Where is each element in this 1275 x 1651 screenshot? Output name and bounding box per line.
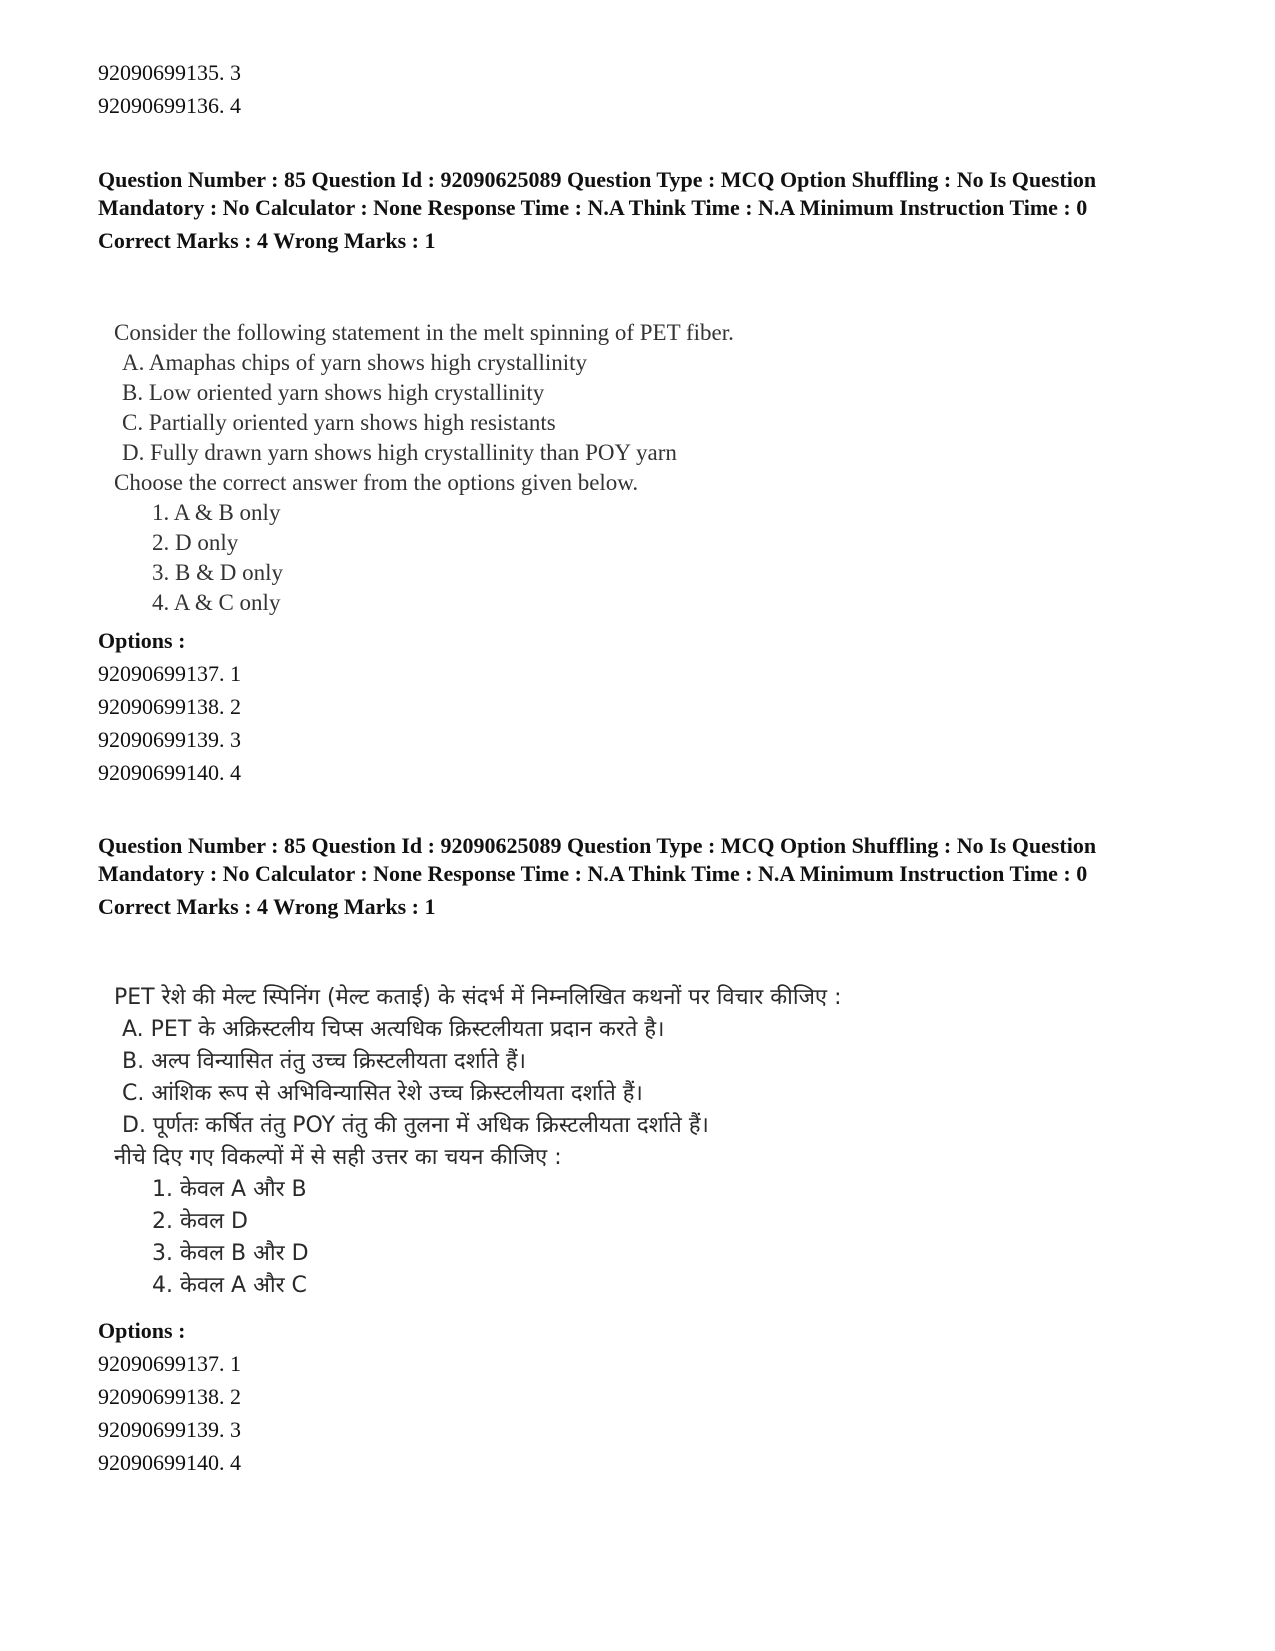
statement-b: B. अल्प विन्यासित तंतु उच्च क्रिस्टलीयता दर्शाते हैं। <box>122 1049 526 1074</box>
statement-b: B. Low oriented yarn shows high crystallinity <box>122 380 545 405</box>
choice-4: 4. केवल A और C <box>152 1273 307 1298</box>
statement-a: A. Amaphas chips of yarn shows high crystallinity <box>122 350 588 375</box>
statement-c: C. आंशिक रूप से अभिविन्यासित रेशे उच्च क्रिस्टलीयता दर्शाते हैं। <box>122 1081 643 1106</box>
option-line: 92090699140. 4 <box>98 1450 241 1475</box>
options-list <box>98 624 241 789</box>
option-line: 92090699139. 3 <box>98 1417 241 1442</box>
options-label: Options : <box>98 1318 186 1343</box>
option-line: 92090699140. 4 <box>98 760 241 785</box>
question-content <box>114 318 734 618</box>
option-line: 92090699137. 1 <box>98 661 241 686</box>
options-label: Options : <box>98 628 186 653</box>
choice-1: 1. केवल A और B <box>152 1177 307 1202</box>
choice-2: 2. केवल D <box>152 1209 248 1234</box>
marks-line: Correct Marks : 4 Wrong Marks : 1 <box>98 894 436 919</box>
statement-a: A. PET के अक्रिस्टलीय चिप्स अत्यधिक क्रिस्टलीयता प्रदान करते है। <box>122 1017 665 1042</box>
options-list <box>98 1314 241 1479</box>
question-stem: Consider the following statement in the melt spinning of PET fiber. <box>114 320 734 345</box>
question-stem: PET रेशे की मेल्ट स्पिनिंग (मेल्ट कताई) के संदर्भ में निम्नलिखित कथनों पर विचार कीजिए : <box>114 985 842 1010</box>
question-header <box>98 832 1148 923</box>
choice-1: 1. A & B only <box>152 500 281 525</box>
question-prompt: नीचे दिए गए विकल्पों में से सही उत्तर का चयन कीजिए : <box>114 1145 562 1170</box>
option-line: 92090699136. 4 <box>98 93 241 118</box>
question-content <box>114 982 841 1302</box>
option-line: 92090699138. 2 <box>98 694 241 719</box>
statement-d: D. पूर्णतः कर्षित तंतु POY तंतु की तुलना में अधिक क्रिस्टलीयता दर्शाते हैं। <box>122 1113 709 1138</box>
previous-options <box>98 56 241 122</box>
choice-2: 2. D only <box>152 530 239 555</box>
choice-3: 3. केवल B और D <box>152 1241 309 1266</box>
option-line: 92090699135. 3 <box>98 60 241 85</box>
question-meta: Question Number : 85 Question Id : 92090625089 Question Type : MCQ Option Shuffling : No Is Question Mandatory : No Calculator : None Response Time : N.A Think Time : N.A Minimum Instruction Time : 0 <box>98 833 1097 886</box>
statement-c: C. Partially oriented yarn shows high resistants <box>122 410 556 435</box>
option-line: 92090699137. 1 <box>98 1351 241 1376</box>
question-header <box>98 166 1148 257</box>
choice-3: 3. B & D only <box>152 560 283 585</box>
choice-4: 4. A & C only <box>152 590 281 615</box>
question-meta: Question Number : 85 Question Id : 92090625089 Question Type : MCQ Option Shuffling : No Is Question Mandatory : No Calculator : None Response Time : N.A Think Time : N.A Minimum Instruction Time : 0 <box>98 167 1097 220</box>
question-prompt: Choose the correct answer from the options given below. <box>114 470 639 495</box>
option-line: 92090699139. 3 <box>98 727 241 752</box>
option-line: 92090699138. 2 <box>98 1384 241 1409</box>
statement-d: D. Fully drawn yarn shows high crystallinity than POY yarn <box>122 440 677 465</box>
marks-line: Correct Marks : 4 Wrong Marks : 1 <box>98 228 436 253</box>
